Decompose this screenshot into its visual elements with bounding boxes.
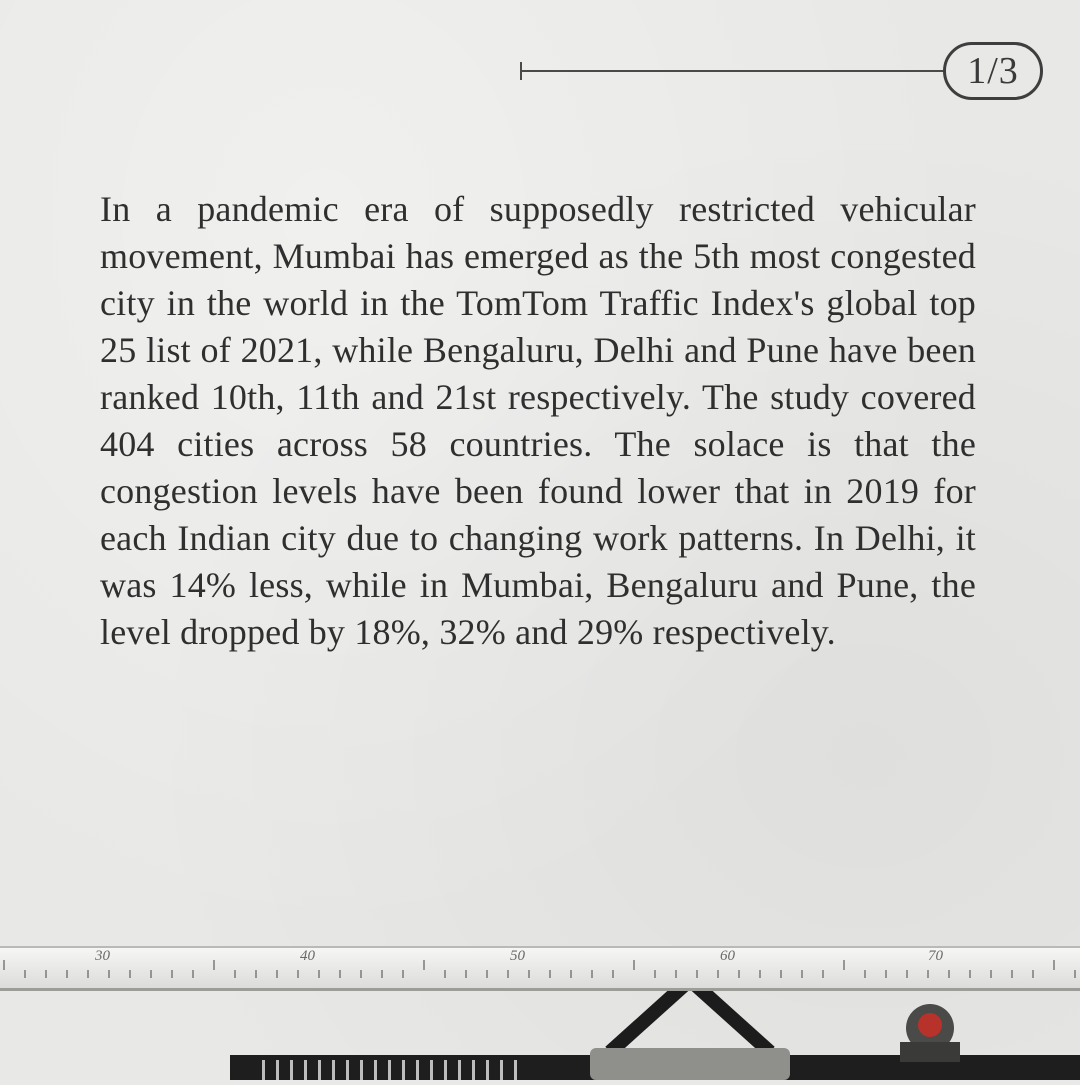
article-body: In a pandemic era of supposedly restricted vehicular movement, Mumbai has emerged as the 5th most congested city in the world in the TomTom Traffic Index's global top 25 list of 2021, while Bengaluru, Delhi and Pune have been ranked 10th, 11th and 21st respectively. The study covered 404 cities across 58 countries. The solace is that the congestion levels have been found lower that in 2019 for each Indian city due to changing work patterns. In Delhi, it was 14% less, while in Mumbai, Bengaluru and Pune, the level dropped by 18%, 32% and 29% respectively. [100, 189, 976, 652]
ruler-mark-70: 70 [928, 948, 943, 964]
ruler-mark-50: 50 [510, 948, 525, 964]
page-indicator [520, 40, 1050, 104]
page-number-badge: 1/3 [943, 42, 1043, 100]
ruler-mark-60: 60 [720, 948, 735, 964]
ruler-mark-40: 40 [300, 948, 315, 964]
typewriter-illustration [0, 930, 1080, 1080]
typewriter-ruler [0, 946, 1080, 991]
indicator-line [520, 70, 945, 72]
ruler-mark-30: 30 [95, 948, 110, 964]
